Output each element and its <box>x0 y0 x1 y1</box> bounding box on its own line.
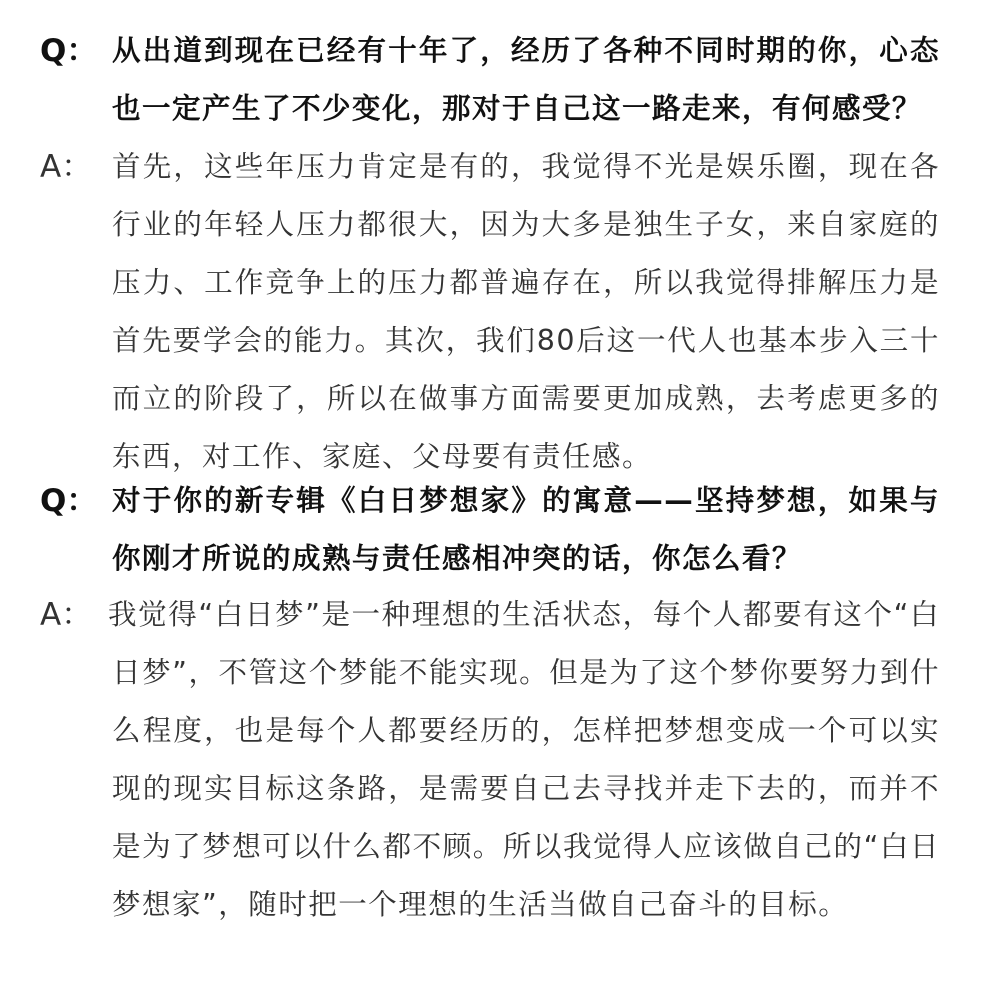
answer-1 <box>0 138 988 486</box>
question-marker: Q： <box>40 33 98 69</box>
answer-text: 我觉得“白日梦”是一种理想的生活状态，每个人都要有这个“白日梦”，不管这个梦能不能实现。但是为了这个梦你要努力到什么程度，也是每个人都要经历的，怎样把梦想变成一个可以实现的现实目标这条路，是需要自己去寻找并走下去的，而并不是为了梦想可以什么都不顾。所以我觉得人应该做自己的“白日梦想家”，随时把一个理想的生活当做自己奋斗的目标。 <box>108 598 940 921</box>
answer-text: 首先，这些年压力肯定是有的，我觉得不光是娱乐圈，现在各行业的年轻人压力都很大，因为大多是独生子女，来自家庭的压力、工作竞争上的压力都普遍存在，所以我觉得排解压力是首先要学会的能力。其次，我们80后这一代人也基本步入三十而立的阶段了，所以在做事方面需要更加成熟，去考虑更多的东西，对工作、家庭、父母要有责任感。 <box>112 150 940 473</box>
answer-marker: A： <box>40 149 93 185</box>
question-text: 从出道到现在已经有十年了，经历了各种不同时期的你，心态也一定产生了不少变化，那对于自己这一路走来，有何感受？ <box>112 34 940 125</box>
question-1 <box>0 22 988 138</box>
question-text: 对于你的新专辑《白日梦想家》的寓意——坚持梦想，如果与你刚才所说的成熟与责任感相冲突的话，你怎么看？ <box>112 484 940 575</box>
answer-2 <box>0 586 988 934</box>
answer-marker: A： <box>40 597 93 633</box>
question-marker: Q： <box>40 483 98 519</box>
question-2 <box>0 472 988 588</box>
